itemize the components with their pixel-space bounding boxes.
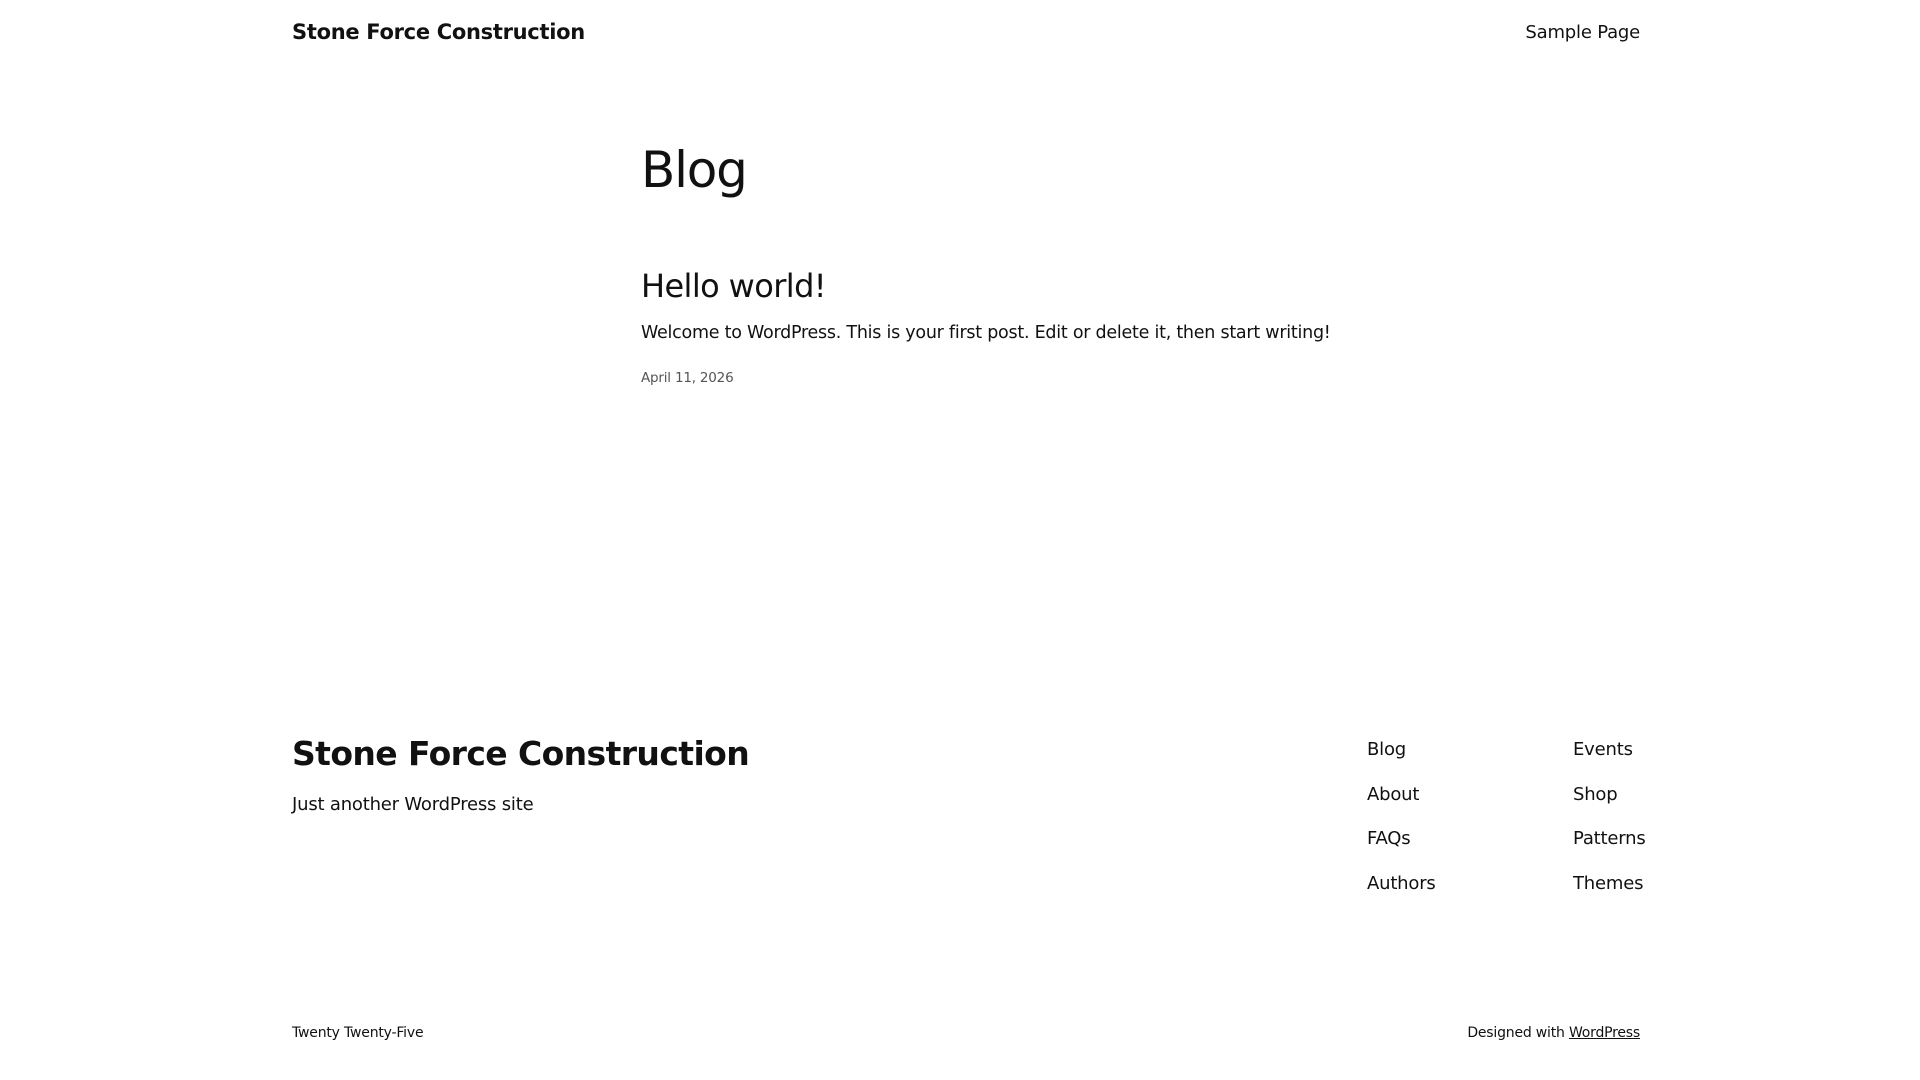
page-title: Blog [641, 141, 747, 199]
post-excerpt: Welcome to WordPress. This is your first post. Edit or delete it, then start writing! [641, 323, 1331, 343]
header-nav [1525, 22, 1640, 43]
footer-link-about[interactable]: About [1367, 783, 1420, 805]
footer-site-title [292, 734, 749, 773]
footer-tagline: Just another WordPress site [292, 794, 534, 815]
site-footer [292, 730, 1646, 910]
main-content [641, 130, 1361, 386]
footer-link-events[interactable]: Events [1573, 739, 1633, 760]
theme-credit: Twenty Twenty-Five [292, 1025, 424, 1041]
footer-link-faqs[interactable]: FAQs [1367, 828, 1411, 849]
post-title-link[interactable]: Hello world! [641, 267, 827, 305]
footer-link-shop[interactable]: Shop [1573, 783, 1618, 805]
footer-nav-column-1 [1367, 730, 1436, 908]
wordpress-link[interactable]: WordPress [1568, 1025, 1640, 1041]
site-title-link[interactable]: Stone Force Construction [292, 20, 585, 44]
post-title [641, 266, 1361, 306]
footer-link-themes[interactable]: Themes [1573, 872, 1644, 894]
footer-site-title-link[interactable]: Stone Force Construction [292, 734, 750, 773]
post-date-link[interactable]: April 11, 2026 [641, 370, 734, 386]
designed-with-credit [1467, 1025, 1640, 1041]
footer-link-authors[interactable]: Authors [1367, 872, 1436, 894]
footer-link-patterns[interactable]: Patterns [1573, 828, 1646, 849]
footer-link-blog[interactable]: Blog [1367, 739, 1406, 760]
footer-credits [292, 1025, 1640, 1047]
site-header [292, 18, 1640, 54]
post-item [641, 266, 1361, 386]
designed-with-label: Designed with [1467, 1025, 1565, 1041]
footer-nav-column-2 [1573, 730, 1646, 908]
post-date [641, 370, 1361, 386]
nav-item-sample-page[interactable]: Sample Page [1525, 22, 1640, 43]
